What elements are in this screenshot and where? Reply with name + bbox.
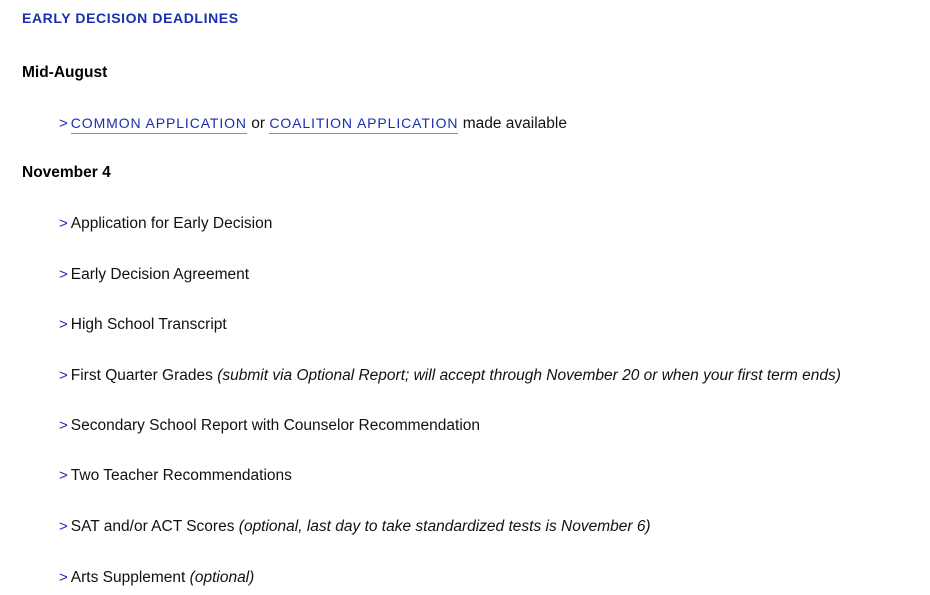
date-heading-mid-august: Mid-August	[22, 64, 108, 81]
chevron-right-icon: >	[59, 266, 68, 283]
list-item	[59, 367, 841, 385]
item-text: Application for Early Decision	[70, 215, 273, 232]
chevron-right-icon: >	[59, 467, 68, 484]
list-item	[59, 467, 292, 485]
common-application-link[interactable]: COMMON APPLICATION	[71, 115, 247, 134]
list-item	[59, 518, 651, 536]
chevron-right-icon: >	[59, 518, 68, 535]
date-heading-november-4: November 4	[22, 164, 111, 181]
item-text: First Quarter Grades	[70, 367, 213, 384]
chevron-right-icon: >	[59, 367, 68, 384]
list-item-application-availability	[59, 115, 567, 133]
chevron-right-icon: >	[59, 215, 68, 232]
item-text: Arts Supplement	[70, 569, 186, 586]
item-note: (optional, last day to take standardized tests is November 6)	[238, 518, 651, 535]
section-heading: EARLY DECISION DEADLINES	[22, 10, 239, 26]
list-item	[59, 215, 272, 233]
item-text: Secondary School Report with Counselor Recommendation	[70, 417, 481, 434]
list-item	[59, 266, 249, 284]
list-item	[59, 417, 480, 435]
chevron-right-icon: >	[59, 417, 68, 434]
item-text: Two Teacher Recommendations	[70, 467, 292, 484]
item-text: High School Transcript	[70, 316, 227, 333]
chevron-right-icon: >	[59, 115, 68, 132]
list-item	[59, 569, 254, 587]
chevron-right-icon: >	[59, 569, 68, 586]
item-note: (optional)	[189, 569, 255, 586]
list-item	[59, 316, 227, 334]
availability-text: made available	[462, 115, 567, 132]
coalition-application-link[interactable]: COALITION APPLICATION	[269, 115, 458, 134]
item-text: Early Decision Agreement	[70, 266, 250, 283]
chevron-right-icon: >	[59, 316, 68, 333]
connector-text: or	[251, 115, 266, 132]
item-text: SAT and/or ACT Scores	[70, 518, 235, 535]
item-note: (submit via Optional Report; will accept through November 20 or when your first term ends)	[217, 367, 841, 384]
